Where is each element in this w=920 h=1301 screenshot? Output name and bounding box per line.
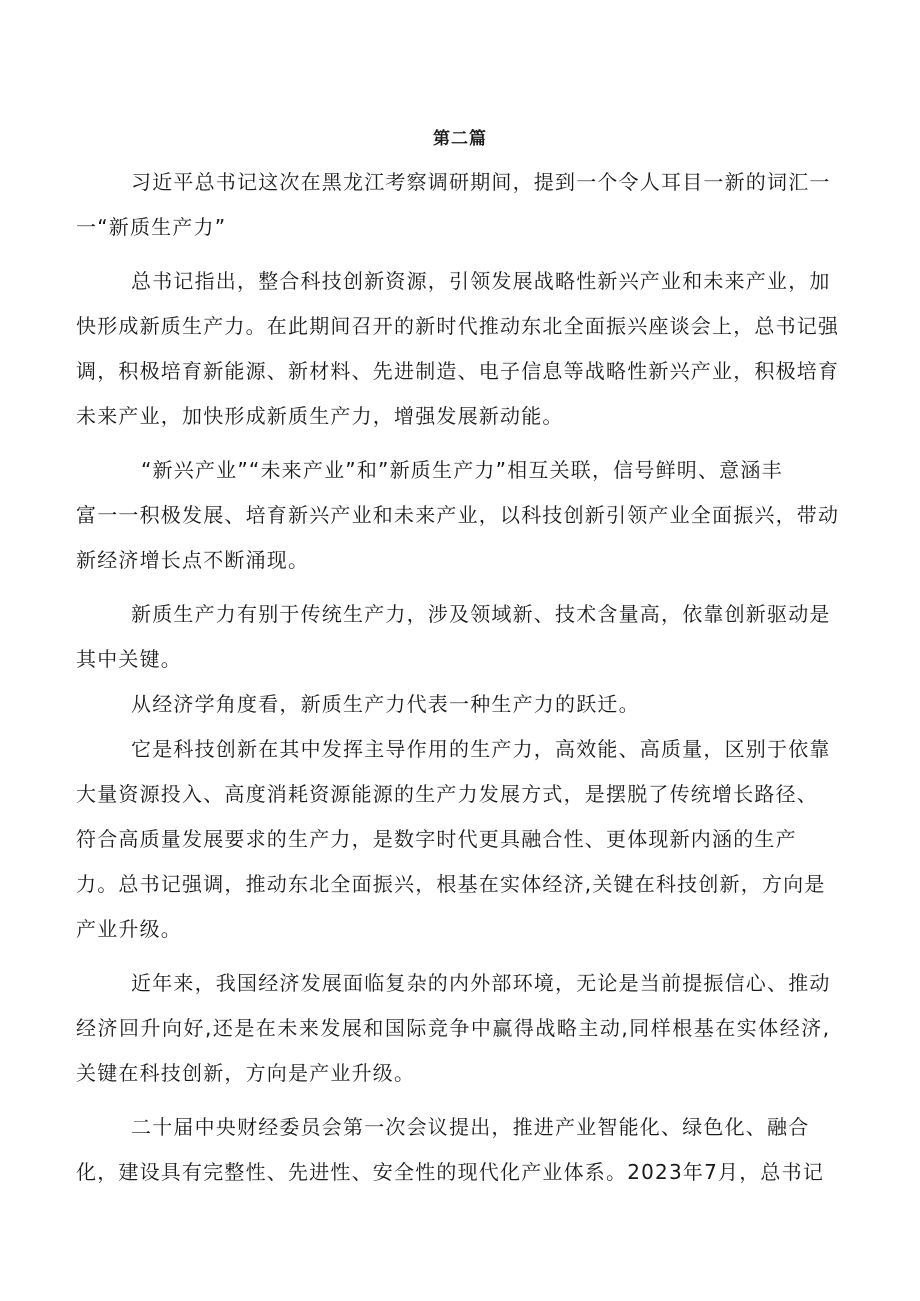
document-body <box>76 160 851 1195</box>
text-line: 快形成新质生产力。在此期间召开的新时代推动东北全面振兴座谈会上，总书记强 <box>76 314 840 338</box>
document-title: 第二篇 <box>433 129 487 149</box>
text-line: 关键在科技创新，方向是产业升级。 <box>76 1061 416 1085</box>
text-line: “新兴产业”“未来产业”和”新质生产力”相互关联，信号鲜明、意涵丰 <box>141 458 783 482</box>
text-line: 习近平总书记这次在黑龙江考察调研期间，提到一个令人耳目一新的词汇一 <box>131 170 831 194</box>
text-line: 其中关键。 <box>76 647 182 671</box>
text-line: 大量资源投入、高度消耗资源能源的生产力发展方式，是摆脱了传统增长路径、 <box>76 782 818 806</box>
text-line: 总书记指出，整合科技创新资源，引领发展战略性新兴产业和未来产业，加 <box>131 269 831 293</box>
text-line: 调，积极培育新能源、新材料、先进制造、电子信息等战略性新兴产业，积极培育 <box>76 359 840 383</box>
text-line: 新质生产力有别于传统生产力，涉及领域新、技术含量高，依靠创新驱动是 <box>131 602 831 626</box>
text-line: 新经济增长点不断涌现。 <box>76 548 310 572</box>
text-line: 近年来，我国经济发展面临复杂的内外部环境，无论是当前提振信心、推动 <box>131 971 831 995</box>
text-line: 经济回升向好,还是在未来发展和国际竞争中赢得战略主动,同样根基在实体经济, <box>76 1016 831 1040</box>
text-line: 富一一积极发展、培育新兴产业和未来产业，以科技创新引领产业全面振兴，带动 <box>76 503 840 527</box>
text-line: 符合高质量发展要求的生产力，是数字时代更具融合性、更体现新内涵的生产 <box>76 827 797 851</box>
text-line: 从经济学角度看，新质生产力代表一种生产力的跃迁。 <box>131 692 640 716</box>
text-line: 力。总书记强调，推动东北全面振兴，根基在实体经济,关键在科技创新，方向是 <box>76 872 826 896</box>
text-line: 它是科技创新在其中发挥主导作用的生产力，高效能、高质量，区别于依靠 <box>131 737 831 761</box>
text-line: 二十届中央财经委员会第一次会议提出，推进产业智能化、绿色化、融合 <box>131 1115 810 1139</box>
text-line: 未来产业，加快形成新质生产力，增强发展新动能。 <box>76 404 564 428</box>
text-line: 化，建设具有完整性、先进性、安全性的现代化产业体系。2023年7月，总书记 <box>76 1160 825 1184</box>
text-line: 产业升级。 <box>76 917 182 941</box>
text-line: 一“新质生产力” <box>76 215 227 239</box>
